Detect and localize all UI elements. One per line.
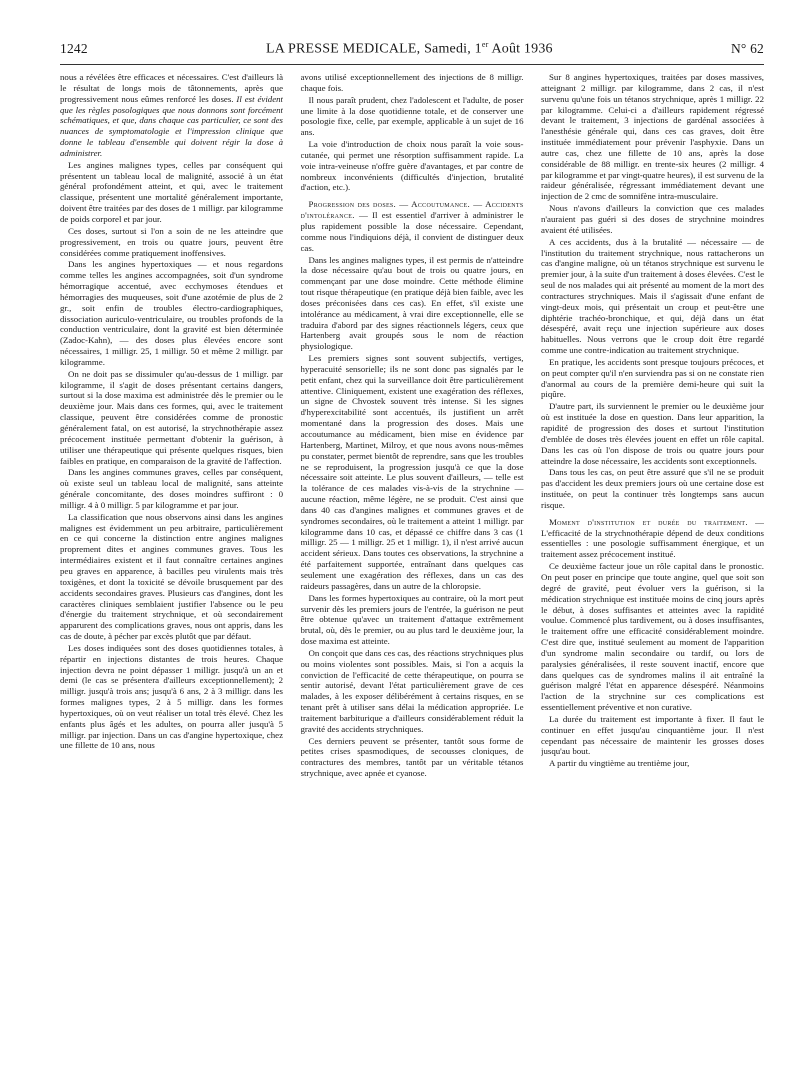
paragraph: A partir du vingtième au trentième jour, [549, 758, 690, 769]
issue-number: N° 62 [730, 40, 764, 56]
paragraph: Ces derniers peuvent se présenter, tantôt sous forme de petites crises spasmodiques, de secousses cloniques, de contractures des membres, tantôt par un véritable tétanos strychnique, avec apnée et cyanose. [300, 735, 524, 779]
paragraph: Sur 8 angines hypertoxiques, traitées par doses massives, atteignant 2 milligr. par kilogramme, dans 2 cas, il n'est survenu qu'une fois un tétanos strychnique, après 1 milligr. 22 par kilogramme. Celui-ci a d'ailleurs rapidement régressé devant le traitement, 3 injections de gardénal associées à l'anesthésie générale qui, dans ces cas graves, doit être instituée immédiatement pour prévenir l'asphyxie. Dans un autre cas, chez une fillette de 10 ans, après la dose considérable de 88 milligr. en trente-six heures (2 milligr. 4 par kilogramme et par vingt-quatre heures), il est survenu de la raideur généralisée, régressant immédiatement devant une injection de 2 cmc de somnifène intra-musculaire. [541, 72, 764, 202]
paragraph: En pratique, les accidents sont presque toujours précoces, et on peut compter qu'il n'en surviendra pas si on ne constate rien d'anormal au cours de la première demi-heure qui suit la piqûre. [541, 356, 764, 400]
paragraph: Dans les angines hypertoxiques — et nous regardons comme telles les angines accompagnées, soit d'un syndrome hémorragique accentué, avec ecchymoses étendues et hémorragies des muqueuses, soit d'une azotémie de plus de 2 gr., soit enfin de troubles électro-cardiographiques, dissociation auriculo-ventriculaire, ou troubles profonds de la conduction ventriculaire, dont la gravité est bien déterminée (Zadoc-Kahn), — des doses plus élevées encore sont nécessaires, 1 milligr. 25, 1 milligr. 50 et même 2 milligr. par kilogramme. [60, 259, 283, 367]
text-run: nous a révélées être efficaces et nécessaires. C'est d'ailleurs là le résultat de longs mois de tâtonnements, après que progressivement nous eûmes renforcé les doses. [60, 72, 283, 104]
paragraph: Les doses indiquées sont des doses quotidiennes totales, à répartir en injections distantes de trois heures. Chaque injection devra ne point dépasser 1 milligr. jusqu'à un an et demi (le cas se présentera d'ailleurs exceptionnellement); 2 milligr. jusqu'à trois ans; jusqu'à 6 ans, 2 à 3 milligr. dans les formes malignes types, 2 à 5 milligr. dans les formes hypertoxiques, où on veut réaliser un total très élevé. Chez les enfants plus âgés et les adultes, on pourra aller jusqu'à 5 milligr. par injection. Dans un cas d'angine hypertoxique, chez une fillette de 10 ans, nous [60, 642, 283, 751]
paragraph: Les angines malignes types, celles par conséquent qui présentent un tableau local de malignité, associé à un état général profondément atteint, et qui, avec le traitement classique, présentent une mortalité généralement importante, doivent être traitées par des doses de 1 milligr. par kilogramme de poids corporel et par jour. [60, 159, 283, 224]
date-sup: er [481, 40, 489, 49]
paragraph: Les premiers signes sont souvent subjectifs, vertiges, hyperacuité sensorielle; ils ne sont donc pas signalés par le petit enfant, chez qui la surveillance doit être particulièrement attentive. Cliniquement, existent une exagération des réflexes, un signe de Chvostek souvent très intense. Si les signes d'hyperexcitabilité sont accentués, ils justifient un arrêt momentané dans la progression des doses. Mais une accoutumance au médicament, bien mise en évidence par Hartenberg, Martinet, Milroy, et que nous avons nous-mêmes pu constater, permet bientôt de reprendre, sans que les troubles ne se reproduisent, la progression jusqu'à ce que la dose nécessaire soit atteinte. Le plus souvent d'ailleurs, — telle est la tolérance de ces malades vis-à-vis de la strychnine — aucune réaction, même légère, ne se produit. C'est ainsi que dans 40 cas d'angines malignes et communes graves et de syndromes secondaires, où le traitement a atteint 1 milligr. par kilogramme dans 10 cas, et dépassé ce chiffre dans 3 cas (1 milligr. 25 — 1 milligr. 25 et 1 milligr. 1), il n'est arrivé aucun accident sérieux. Dans toutes ces observations, la strychnine a été parfaitement supportée, entraînant dans quelques cas seulement une exagération des réflexes, dans un cas des raideurs passagères, dans un autre de la chloropsie. [300, 353, 524, 591]
column-1 [60, 72, 283, 1067]
date-prefix: Samedi, [424, 41, 471, 57]
paragraph: La durée du traitement est importante à fixer. Il faut le continuer en effet jusqu'au cinquantième jour. Il n'est cependant pas nécessaire de maintenir les grosses doses jusqu'au bout. [541, 713, 764, 757]
text-columns [60, 72, 764, 1067]
paragraph: A ces accidents, dus à la brutalité — nécessaire — de l'institution du traitement strychnique, nous rattacherons un cas d'angine maligne, où un tétanos strychnique est survenu le premier jour, à la suite d'un traitement à doses élevées. C'est le seul de nos malades qui ait présenté au moment de la mort des contractures strychniques. Mais il s'agissait d'une enfant de vingt-deux mois, qui présentait un croup et peut-être une diphtérie trachéo-bronchique, et qui, déjà dans un état désespéré, avait reçu une injection supérieure aux doses habituelles. Nous verrons que le croup doit être regardé comme une contre-indication au traitement strychnique. [541, 236, 764, 356]
paragraph: La classification que nous observons ainsi dans les angines malignes est évidemment un peu arbitraire, particulièrement en ce qui concerne la distinction entre angines malignes proprement dites et angines communes graves. Tous les intermédiaires existent et il faut connaître certaines angines peu graves en apparence, à bacilles peu virulents mais très toxigènes, et dont la toxicité se dévoile brusquement par des accidents secondaires graves. Plusieurs cas d'angines, dont les caractères cliniques semblaient justifier l'absence ou le peu d'énergie du traitement strychnique, et où secondairement apparurent des complications graves, nous ont appris, dans les cas de doute, à pécher par excès plutôt que par défaut. [60, 511, 283, 642]
paragraph [60, 72, 283, 159]
paragraph: On conçoit que dans ces cas, des réactions strychniques plus ou moins violentes sont possibles. Mais, si l'on a acquis la conviction de l'efficacité de cette thérapeutique, on pourra se sentir autorisé, devant l'état particulièrement grave de ces malades, à les exposer délibérément à certains risques, en se tenant prêt à utiliser sans délai la médication appropriée. Le traitement barbiturique a d'ailleurs considérablement réduit la gravité des accidents strychniques. [300, 647, 524, 734]
paragraph: avons utilisé exceptionnellement des injections de 8 milligr. chaque fois. [300, 72, 524, 93]
paragraph: Nous n'avons d'ailleurs la conviction que ces malades n'auraient pas guéri si des doses de strychnine moindres avaient été utilisées. [541, 203, 764, 235]
paragraph: La voie d'introduction de choix nous paraît la voie sous-cutanée, qui permet une résorption suffisamment rapide. La voie intra-veineuse n'offre guère d'avantages, et par contre de nombreux inconvénients (difficultés d'injection, brutalité d'action, etc.). [300, 139, 524, 193]
journal-title-line [266, 40, 553, 58]
paragraph [541, 517, 764, 560]
paragraph: Dans les angines communes graves, celles par conséquent, où existe seul un tableau local de malignité, sans atteinte générale concomitante, des doses moindres suffiront : 0 milligr. 4 à 0 milligr. 5 par kilogramme et par jour. [60, 467, 283, 510]
date-rest: Août 1936 [491, 41, 553, 57]
section-title: Moment d'institution et durée du traitement. [549, 516, 748, 527]
section-title: Progression des doses. — Accoutumance. — Accidents d'intolérance. [300, 199, 524, 221]
date-day: 1 [474, 41, 482, 57]
paragraph: Dans tous les cas, on peut être assuré que s'il ne se produit pas d'accident les deux premiers jours où une certaine dose est instituée, on peut la continuer très longtemps sans aucun risque. [541, 467, 764, 510]
paragraph: Ce deuxième facteur joue un rôle capital dans le pronostic. On peut poser en principe que toute angine, quel que soit son degré de gravité, peut évoluer vers la guérison, si la médication strychnique est instituée moins de cinq jours après le début, à doses suffisantes et atteintes avec la rapidité voulue. Commencé plus tardivement, ou à doses insuffisantes, le traitement offre une efficacité considérablement moindre. C'est dire que, institué seulement au moment de l'apparition d'un syndrome malin secondaire ou tardif, ou lors de paralysies généralisées, il reste souvent inactif, encore que dans quelques cas de syndromes malins il ait entraîné la guérison malgré l'état en apparence désespéré. Néanmoins l'action de la strychnine sur ces complications est essentiellement préventive et non curative. [541, 561, 764, 713]
paragraph: Dans les angines malignes types, il est permis de n'atteindre la dose nécessaire qu'au bout de trois ou quatre jours, en commençant par une dose moindre. Cette méthode élimine tout risque thérapeutique (en pratique déjà bien faible, avec les doses préconisées dans ces cas). En effet, s'il existe une intolérance au médicament, à vrai dire exceptionnelle, elle se traduira d'abord par des signes réactionnels légers, ceux que Hartenberg avait groupés sous le nom de réaction physiologique. [300, 254, 524, 352]
paragraph: On ne doit pas se dissimuler qu'au-dessus de 1 milligr. par kilogramme, il s'agit de doses présentant certains dangers, surtout si la dose maxima est administrée dès le premier ou le deuxième jour. Mais dans ces formes, qui, avec le traitement classique, peuvent être considérées comme de pronostic généralement fatal, on est autorisé, la strychnothérapie assez précocement instituée permettant d'obtenir la guérison, à utiliser une thérapeutique qui présente quelques risques, bien faibles en pratique, en comparaison de la gravité de l'affection. [60, 368, 283, 466]
column-2 [301, 72, 524, 1067]
column-3 [541, 72, 764, 1067]
header-rule [60, 64, 764, 65]
paragraph: Dans les formes hypertoxiques au contraire, où la mort peut survenir dès les premiers jours de l'entrée, la guérison ne peut être obtenue qu'avec un traitement d'attaque extrêmement brutal, où, dès le premier, ou au plus tard le deuxième jour, la dose maxima est atteinte. [300, 592, 524, 647]
text-run: — Il est essentiel d'arriver à administrer le plus rapidement possible la dose nécessaire. Cependant, comme nous l'indiquions déjà, il convient de distinguer deux cas. [300, 210, 524, 253]
italic-run: Il est évident que les règles posologiques que nous donnons sont forcément schématiques, et que, dans chaque cas particulier, ce sont des nuances de symptomatologie et l'impression clinique que donne le tableau d'ensemble qui doivent régir la dose à administrer. [60, 93, 283, 158]
text-run: — L'efficacité de la strychnothérapie dépend de deux conditions essentielles : une posologie suffisamment énergique, et un traitement assez précocement institué. [541, 516, 764, 560]
paragraph: D'autre part, ils surviennent le premier ou le deuxième jour où est instituée la dose en question. Dans leur apparition, la rapidité de progression des doses et surtout l'institution d'emblée de doses très élevées jouent en effet un rôle capital. Dans les cas où l'on dispose de trois ou quatre jours pour atteindre la dose nécessaire, les accidents sont exceptionnels. [541, 401, 764, 466]
paragraph: Il nous paraît prudent, chez l'adolescent et l'adulte, de poser une limite à la dose quotidienne totale, et de conserver une posologie fixe, celle, par exemple, applicable à un sujet de 16 ans. [300, 94, 524, 138]
paragraph [301, 199, 524, 253]
page-header [60, 40, 764, 62]
page-number: 1242 [60, 40, 88, 56]
journal-title: LA PRESSE MEDICALE, [266, 41, 421, 57]
paragraph: Ces doses, surtout si l'on a soin de ne les atteindre que progressivement, en trois ou quatre jours, peuvent être considérées comme pratiquement inoffensives. [60, 225, 283, 258]
